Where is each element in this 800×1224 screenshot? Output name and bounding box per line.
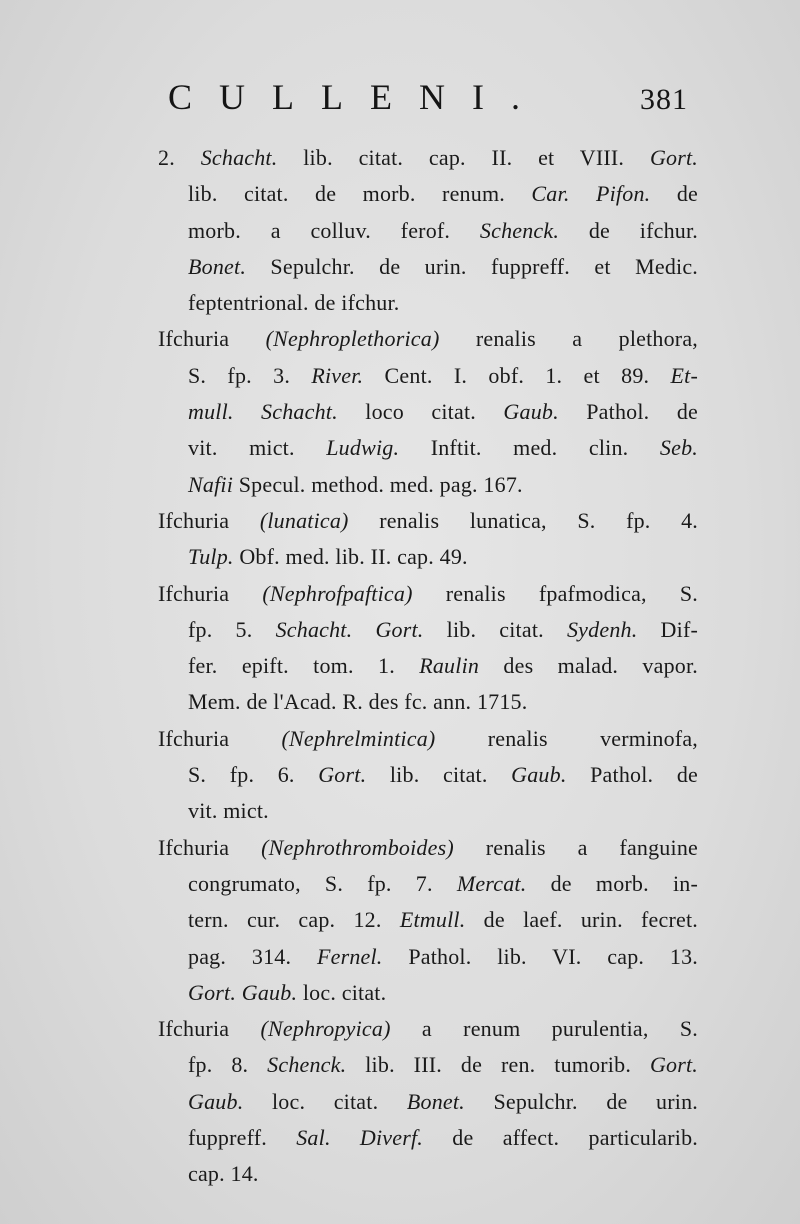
text-segment: Pathol. de: [566, 762, 698, 788]
text-line: [150, 576, 698, 612]
text-segment: Ifchuria: [158, 834, 262, 860]
text-segment: loc. citat.: [297, 979, 387, 1005]
text-line: [150, 902, 698, 938]
text-line: [150, 140, 698, 176]
italic-citation: Et-: [670, 362, 698, 388]
italic-citation: Fernel.: [316, 943, 383, 969]
running-title: CULLENI.: [168, 77, 547, 117]
page-header: [168, 72, 688, 122]
text-segment: Sepulchr. de urin. fuppreff. et Medic.: [246, 253, 698, 279]
text-line: [150, 866, 698, 902]
text-segment: Specul. method. med. pag. 167.: [233, 471, 523, 497]
text-line: [150, 612, 698, 648]
text-line: [150, 648, 698, 684]
text-segment: Ifchuria: [158, 725, 282, 751]
text-segment: fuppreff.: [188, 1125, 297, 1151]
text-line: [150, 721, 698, 757]
text-line: [150, 430, 698, 466]
text-line: [150, 358, 698, 394]
text-segment: Pathol. de: [558, 399, 698, 425]
text-segment: a renum purulentia, S.: [390, 1016, 699, 1042]
text-line: [150, 1011, 698, 1047]
text-segment: Ifchuria: [158, 580, 263, 606]
text-segment: pag. 314.: [188, 943, 317, 969]
text-line: [150, 684, 698, 720]
text-segment: renalis a plethora,: [439, 326, 698, 352]
text-segment: de ifchur.: [559, 217, 699, 243]
italic-citation: Gort.: [318, 762, 367, 788]
italic-citation: (Nephroplethorica): [265, 326, 440, 352]
text-segment: loco citat.: [337, 399, 504, 425]
text-segment: Dif-: [637, 616, 698, 642]
text-segment: Obf. med. lib. II. cap. 49.: [233, 544, 468, 570]
text-segment: Sepulchr. de urin.: [464, 1088, 698, 1114]
text-segment: lib. citat.: [366, 762, 512, 788]
text-segment: de: [650, 181, 698, 207]
italic-citation: Gort.: [649, 145, 698, 170]
text-line: [150, 757, 698, 793]
text-segment: Ifchuria: [158, 1016, 261, 1042]
italic-citation: Gaub.: [503, 399, 559, 425]
italic-citation: Schacht. Gort.: [275, 616, 424, 642]
text-line: [150, 793, 698, 829]
catalog-entry: [150, 830, 698, 1011]
catalog-entry: [150, 321, 698, 502]
text-line: [150, 321, 698, 357]
catalog-entry: [150, 576, 698, 721]
italic-citation: Bonet.: [406, 1088, 465, 1114]
text-segment: fp. 8.: [188, 1052, 268, 1078]
text-segment: de affect. particularib.: [423, 1125, 699, 1151]
italic-citation: (Nephrelmintica): [281, 725, 436, 751]
italic-citation: (Nephrofpaftica): [262, 580, 413, 606]
text-line: [150, 1047, 698, 1083]
italic-citation: Tulp.: [188, 544, 234, 570]
text-segment: congrumato, S. fp. 7.: [188, 870, 457, 896]
text-segment: Ifchuria: [158, 507, 260, 533]
catalog-entry: [150, 503, 698, 576]
italic-citation: Bonet.: [188, 253, 247, 279]
text-segment: cap. 14.: [188, 1161, 259, 1187]
italic-citation: Gort.: [649, 1052, 698, 1078]
text-segment: 2.: [158, 145, 201, 170]
text-segment: lib. III. de ren. tumorib.: [346, 1052, 650, 1078]
italic-citation: Schenck.: [479, 217, 560, 243]
italic-citation: Mercat.: [456, 870, 527, 896]
text-segment: fp. 5.: [188, 616, 276, 642]
text-line: [150, 467, 698, 503]
text-segment: fer. epift. tom. 1.: [188, 653, 420, 679]
text-segment: tern. cur. cap. 12.: [188, 907, 400, 933]
italic-citation: Gort. Gaub.: [188, 979, 298, 1005]
text-line: [150, 1156, 698, 1192]
italic-citation: Nafii: [188, 471, 234, 497]
text-segment: feptentrional. de ifchur.: [188, 290, 400, 316]
italic-citation: Schacht.: [200, 145, 278, 170]
text-segment: vit. mict.: [188, 435, 327, 461]
text-segment: lib. citat.: [423, 616, 567, 642]
text-line: [150, 539, 698, 575]
text-segment: Pathol. lib. VI. cap. 13.: [382, 943, 699, 969]
text-segment: lib. citat. cap. II. et VIII.: [277, 145, 650, 170]
italic-citation: River.: [311, 362, 364, 388]
italic-citation: mull. Schacht.: [188, 399, 338, 425]
text-segment: Inftit. med. clin.: [399, 435, 660, 461]
italic-citation: Sal. Diverf.: [296, 1125, 424, 1151]
text-line: [150, 1084, 698, 1120]
italic-citation: Car. Pifon.: [531, 181, 651, 207]
text-segment: de morb. in-: [526, 870, 698, 896]
text-segment: morb. a colluv. ferof.: [188, 217, 480, 243]
text-line: [150, 830, 698, 866]
italic-citation: Gaub.: [188, 1088, 244, 1114]
text-segment: lib. citat. de morb. renum.: [188, 181, 532, 207]
body-text: [150, 140, 698, 1193]
italic-citation: Raulin: [419, 653, 480, 679]
text-segment: loc. citat.: [243, 1088, 407, 1114]
italic-citation: Ludwig.: [326, 435, 400, 461]
text-segment: renalis a fanguine: [453, 834, 698, 860]
text-segment: des malad. vapor.: [479, 653, 698, 679]
text-line: [150, 1120, 698, 1156]
catalog-entry: [150, 140, 698, 321]
text-segment: Ifchuria: [158, 326, 266, 352]
text-segment: Cent. I. obf. 1. et 89.: [363, 362, 671, 388]
italic-citation: Schenck.: [267, 1052, 347, 1078]
catalog-entry: [150, 1011, 698, 1192]
italic-citation: Sydenh.: [566, 616, 638, 642]
text-line: [150, 249, 698, 285]
text-segment: Mem. de l'Acad. R. des fc. ann. 1715.: [188, 689, 528, 715]
page-number: 381: [640, 83, 688, 116]
text-segment: renalis fpafmodica, S.: [412, 580, 698, 606]
italic-citation: (lunatica): [259, 507, 349, 533]
text-line: [150, 939, 698, 975]
text-line: [150, 213, 698, 249]
text-segment: renalis lunatica, S. fp. 4.: [348, 507, 699, 533]
text-line: [150, 176, 698, 212]
italic-citation: Etmull.: [399, 907, 466, 933]
italic-citation: (Nephropyica): [260, 1016, 391, 1042]
text-segment: de laef. urin. fecret.: [465, 907, 698, 933]
italic-citation: (Nephrothromboides): [261, 834, 454, 860]
text-line: [150, 975, 698, 1011]
italic-citation: Gaub.: [511, 762, 567, 788]
text-segment: S. fp. 6.: [188, 762, 319, 788]
catalog-entry: [150, 721, 698, 830]
text-segment: vit. mict.: [188, 798, 269, 824]
text-line: [150, 503, 698, 539]
text-line: [150, 285, 698, 321]
text-segment: S. fp. 3.: [188, 362, 312, 388]
italic-citation: Seb.: [659, 435, 698, 461]
text-segment: renalis verminofa,: [435, 725, 698, 751]
text-line: [150, 394, 698, 430]
